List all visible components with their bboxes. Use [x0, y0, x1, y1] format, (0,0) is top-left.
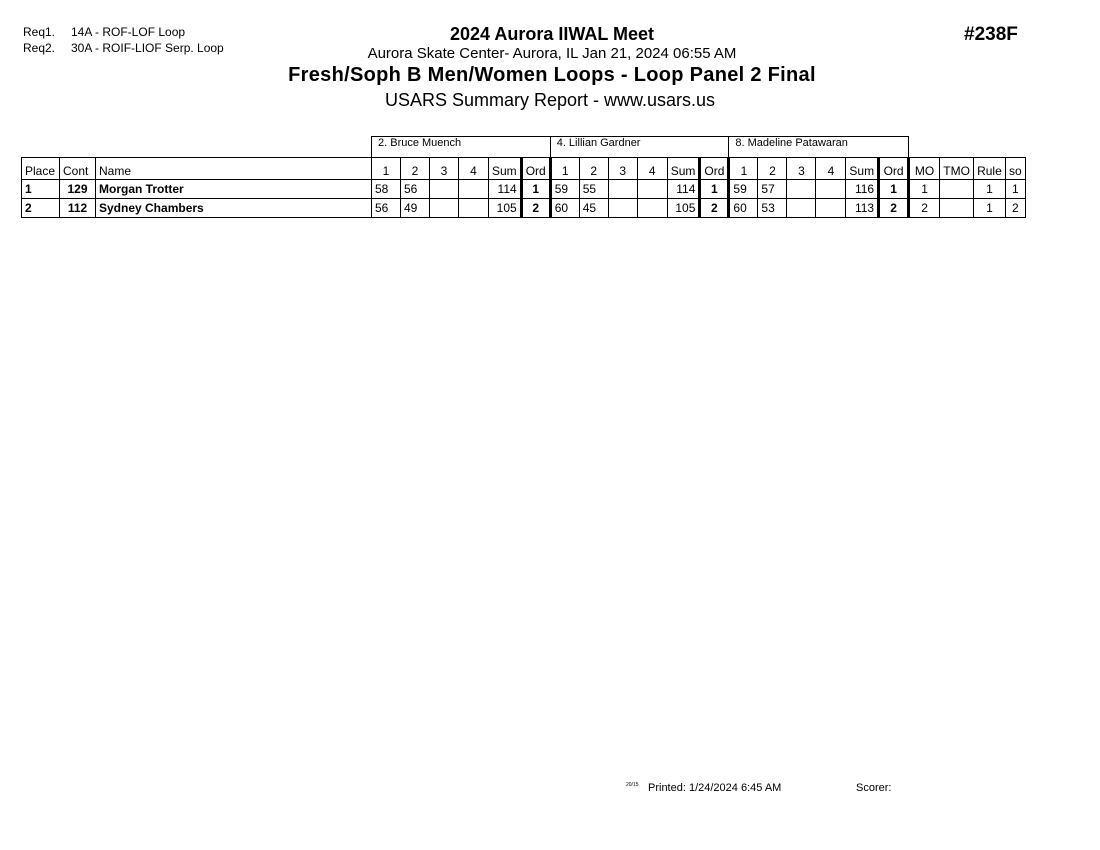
j1-score-3 [430, 180, 459, 199]
col-name: Name [96, 158, 372, 180]
row-name: Morgan Trotter [96, 180, 372, 199]
col-j1-s1: 1 [372, 158, 401, 180]
j1-ord: 2 [521, 199, 550, 218]
meet-title: 2024 Aurora IIWAL Meet [449, 24, 655, 44]
req-text: 14A - ROF-LOF Loop [71, 25, 186, 39]
col-j3-ord: Ord [879, 158, 909, 180]
col-j2-s2: 2 [579, 158, 608, 180]
j2-sum: 114 [667, 180, 700, 199]
req-label: Req [23, 25, 46, 39]
j1-sum: 105 [489, 199, 522, 218]
j1-score-4 [459, 199, 489, 218]
j1-score-2: 49 [401, 199, 430, 218]
col-j3-s3: 3 [787, 158, 816, 180]
table-row [22, 180, 1026, 199]
row-cont: 129 [60, 180, 96, 199]
row-place: 1 [22, 180, 60, 199]
col-j3-sum: Sum [846, 158, 879, 180]
req-label: Req [23, 41, 46, 55]
col-j1-ord: Ord [521, 158, 550, 180]
j3-score-1: 60 [729, 199, 758, 218]
scorer-label: Scorer: [856, 782, 892, 794]
j3-ord: 1 [879, 180, 909, 199]
row-tmo [940, 180, 974, 199]
j3-sum: 113 [846, 199, 879, 218]
j1-score-1: 56 [372, 199, 401, 218]
row-name: Sydney Chambers [96, 199, 372, 218]
req-number: 2. [45, 41, 56, 55]
j2-score-4 [637, 180, 667, 199]
row-mo: 1 [909, 180, 940, 199]
table-row [22, 199, 1026, 218]
j2-score-3 [608, 199, 637, 218]
col-j2-s3: 3 [608, 158, 637, 180]
printed-timestamp: Printed: 1/24/2024 6:45 AM [648, 782, 782, 794]
col-j2-sum: Sum [667, 158, 700, 180]
judge-1-name: 2. Bruce Muench [372, 137, 551, 158]
req-number: 1. [45, 25, 56, 39]
row-rule: 1 [974, 199, 1006, 218]
j3-score-3 [787, 199, 816, 218]
location-line: Aurora Skate Center- Aurora, IL Jan 21, 2024 06:55 AM [367, 45, 737, 62]
event-title: Fresh/Soph B Men/Women Loops - Loop Panel 2 Final [288, 64, 816, 86]
event-number: #238F [964, 24, 1018, 45]
column-header-row [22, 158, 1026, 180]
j1-score-3 [430, 199, 459, 218]
col-j2-s1: 1 [550, 158, 579, 180]
j2-score-1: 59 [550, 180, 579, 199]
row-so: 1 [1005, 180, 1025, 199]
row-so: 2 [1005, 199, 1025, 218]
j1-score-2: 56 [401, 180, 430, 199]
col-j2-ord: Ord [700, 158, 729, 180]
row-rule: 1 [974, 180, 1006, 199]
col-so: so [1005, 158, 1025, 180]
j3-score-2: 57 [758, 180, 787, 199]
j3-ord: 2 [879, 199, 909, 218]
col-j2-s4: 4 [637, 158, 667, 180]
judge-3-name: 8. Madeline Patawaran [729, 137, 909, 158]
j1-sum: 114 [489, 180, 522, 199]
j2-score-2: 45 [579, 199, 608, 218]
j2-score-1: 60 [550, 199, 579, 218]
j2-ord: 1 [700, 180, 729, 199]
col-j3-s2: 2 [758, 158, 787, 180]
col-j3-s1: 1 [729, 158, 758, 180]
j2-score-3 [608, 180, 637, 199]
j3-score-4 [816, 199, 846, 218]
row-tmo [940, 199, 974, 218]
col-j3-s4: 4 [816, 158, 846, 180]
j1-score-1: 58 [372, 180, 401, 199]
j3-sum: 116 [846, 180, 879, 199]
j3-score-1: 59 [729, 180, 758, 199]
j3-score-2: 53 [758, 199, 787, 218]
j3-score-3 [787, 180, 816, 199]
col-mo: MO [909, 158, 940, 180]
j2-sum: 105 [667, 199, 700, 218]
col-tmo: TMO [940, 158, 974, 180]
row-place: 2 [22, 199, 60, 218]
req-text: 30A - ROIF-LIOF Serp. Loop [71, 41, 224, 55]
col-cont: Cont [60, 158, 96, 180]
row-cont: 112 [60, 199, 96, 218]
footer-mark: 20/15 [626, 782, 639, 788]
row-mo: 2 [909, 199, 940, 218]
j1-score-4 [459, 180, 489, 199]
col-place: Place [22, 158, 60, 180]
j2-score-2: 55 [579, 180, 608, 199]
report-title: USARS Summary Report - www.usars.us [384, 90, 716, 110]
j2-score-4 [637, 199, 667, 218]
results-table [21, 136, 1026, 218]
col-j1-s2: 2 [401, 158, 430, 180]
j3-score-4 [816, 180, 846, 199]
col-rule: Rule [974, 158, 1006, 180]
j2-ord: 2 [700, 199, 729, 218]
col-j1-sum: Sum [489, 158, 522, 180]
col-j1-s4: 4 [459, 158, 489, 180]
judge-header-row [22, 137, 1026, 158]
col-j1-s3: 3 [430, 158, 459, 180]
judge-2-name: 4. Lillian Gardner [550, 137, 729, 158]
j1-ord: 1 [521, 180, 550, 199]
